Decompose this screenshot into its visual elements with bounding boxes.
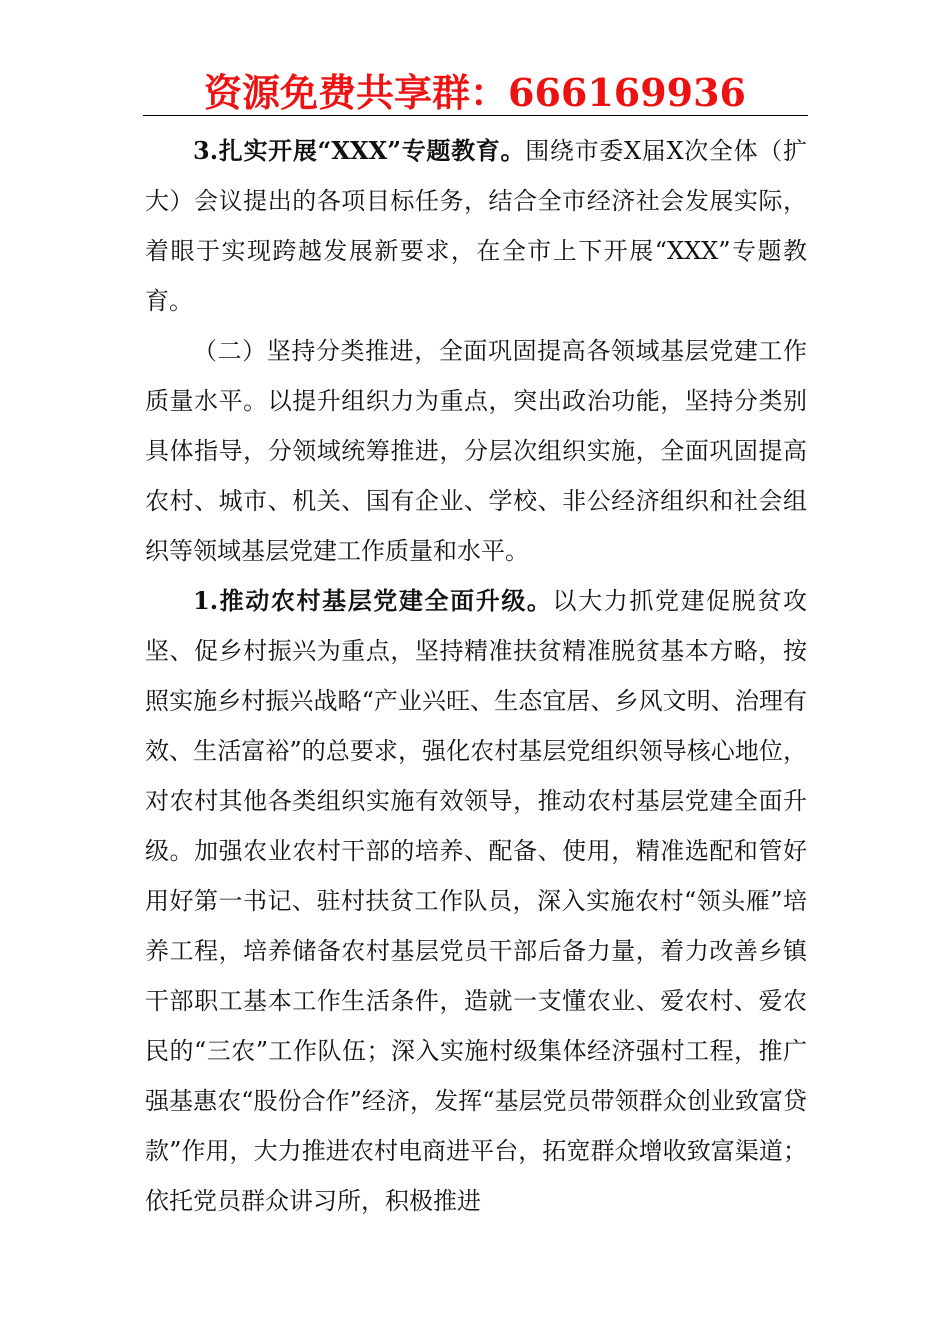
document-body [145, 126, 807, 1226]
paragraph-classified-advancement [145, 326, 807, 576]
paragraph-heading: 1.推动农村基层党建全面升级。 [193, 586, 553, 615]
share-group-banner: 资源免费共享群：666169936 [204, 70, 746, 115]
paragraph-topic-education [145, 126, 807, 326]
paragraph-text: 围绕市委X届X次全体（扩大）会议提出的各项目标任务，结合全市经济社会发展实际，着眼于实现跨越发展新要求，在全市上下开展“XXX”专题教育。 [145, 137, 808, 315]
paragraph-rural-party-building [145, 576, 807, 1226]
paragraph-heading: 3.扎实开展“XXX”专题教育。 [193, 136, 526, 165]
paragraph-text: （二）坚持分类推进，全面巩固提高各领域基层党建工作质量水平。以提升组织力为重点，突出政治功能，坚持分类别具体指导，分领域统筹推进，分层次组织实施，全面巩固提高农村、城市、机关、国有企业、学校、非公经济组织和社会组织等领域基层党建工作质量和水平。 [145, 337, 807, 565]
header-divider [143, 115, 808, 116]
paragraph-text: 以大力抓党建促脱贫攻坚、促乡村振兴为重点，坚持精准扶贫精准脱贫基本方略，按照实施乡村振兴战略“产业兴旺、生态宜居、乡风文明、治理有效、生活富裕”的总要求，强化农村基层党组织领导核心地位，对农村其他各类组织实施有效领导，推动农村基层党建全面升级。加强农业农村干部的培养、配备、使用，精准选配和管好用好第一书记、驻村扶贫工作队员，深入实施农村“领头雁”培养工程，培养储备农村基层党员干部后备力量，着力改善乡镇干部职工基本工作生活条件，造就一支懂农业、爱农村、爱农民的“三农”工作队伍；深入实施村级集体经济强村工程，推广强基惠农“股份合作”经济，发挥“基层党员带领群众创业致富贷款”作用，大力推进农村电商进平台，拓宽群众增收致富渠道；依托党员群众讲习所，积极推进 [145, 587, 807, 1215]
